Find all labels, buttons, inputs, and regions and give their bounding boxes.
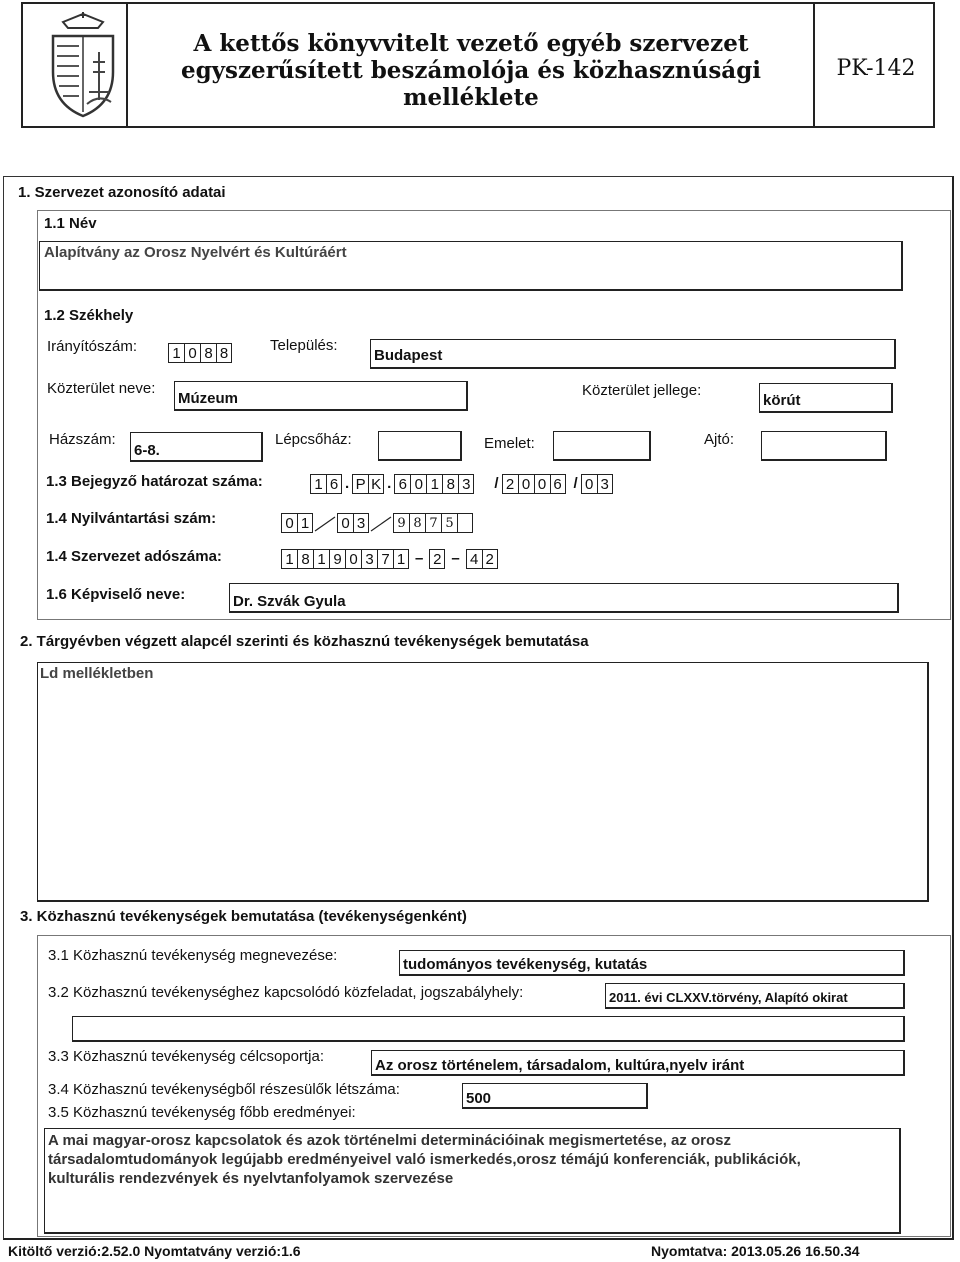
stair-label: Lépcsőház: (275, 431, 352, 448)
digit-cell: 1 (297, 513, 313, 533)
house-value: 6-8. (134, 442, 160, 459)
floor-field[interactable] (553, 431, 651, 461)
decision-dot-1: . (345, 475, 350, 492)
digit-cell: 8 (409, 513, 425, 533)
results-value: A mai magyar-orosz kapcsolatok és azok történelmi determinációinak megismertetése, az orosz társadalomtudományok legújabb eredményeivel való ismerkedés,orosz témájú konferenciák, publikációk, kulturális rendezvények és nyelvtanfolyamok szervezése (48, 1132, 801, 1187)
name-label: 1.1 Név (44, 215, 97, 232)
count-field[interactable] (462, 1083, 648, 1109)
street-type-label: Közterület jellege: (582, 382, 702, 399)
digit-cell: 1 (393, 549, 409, 569)
header-bar (21, 2, 935, 128)
rep-label: 1.6 Képviselő neve: (46, 586, 186, 603)
target-value: Az orosz történelem, társadalom, kultúra,nyelv iránt (375, 1057, 745, 1074)
seat-label: 1.2 Székhely (44, 307, 134, 324)
decision-dot-2: . (387, 475, 392, 492)
name-value: Alapítvány az Orosz Nyelvért és Kultúráért (44, 244, 347, 261)
digit-cell: 1 (313, 549, 329, 569)
decision-slash-2: / (573, 475, 578, 492)
page-title-line2: egyszerűsített beszámolója és közhasznúsági melléklete (180, 57, 762, 111)
coat-of-arms-logo (43, 12, 123, 120)
digit-cell: 2 (502, 474, 518, 494)
results-label: 3.5 Közhasznú tevékenység főbb eredményei: (48, 1104, 356, 1121)
activity-name-field[interactable] (399, 950, 905, 976)
digit-cell: 2 (429, 549, 445, 569)
digit-cell: 0 (581, 474, 597, 494)
results-field[interactable] (44, 1128, 901, 1234)
task-field-extra[interactable] (72, 1016, 905, 1042)
tax-dash-2: – (451, 550, 460, 567)
section1-title: 1. Szervezet azonosító adatai (18, 184, 226, 201)
city-label: Település: (270, 337, 338, 354)
zip-label: Irányítószám: (47, 338, 138, 355)
registry-field[interactable] (281, 512, 473, 534)
tax-dash-1: – (415, 550, 424, 567)
decision-slash-1: / (494, 475, 499, 492)
rep-field[interactable] (229, 583, 899, 613)
tax-label: 1.4 Szervezet adószáma: (46, 548, 222, 565)
name-field[interactable] (39, 241, 903, 291)
target-field[interactable] (371, 1050, 905, 1076)
digit-cell: 0 (281, 513, 297, 533)
digit-cell: 5 (441, 513, 457, 533)
digit-cell: 6 (550, 474, 566, 494)
door-label: Ajtó: (704, 431, 735, 448)
decision-field[interactable] (310, 473, 613, 495)
digit-cell: 0 (184, 343, 200, 363)
house-field[interactable] (130, 432, 263, 462)
digit-cell: 2 (482, 549, 498, 569)
digit-cell: 0 (410, 474, 426, 494)
digit-cell: 6 (394, 474, 410, 494)
target-label: 3.3 Közhasznú tevékenység célcsoportja: (48, 1048, 324, 1065)
street-type-value: körút (763, 392, 801, 409)
digit-cell: 8 (442, 474, 458, 494)
digit-cell: 3 (361, 549, 377, 569)
task-value: 2011. évi CLXXV.törvény, Alapító okirat (609, 990, 848, 1005)
digit-cell: 0 (518, 474, 534, 494)
digit-cell: 4 (466, 549, 482, 569)
footer-version: Kitöltő verzió:2.52.0 Nyomtatvány verzió:1.6 (8, 1243, 301, 1259)
task-field[interactable] (605, 983, 905, 1009)
digit-cell: 3 (353, 513, 369, 533)
page-title (131, 30, 811, 111)
stair-field[interactable] (378, 431, 462, 461)
digit-cell (457, 513, 473, 533)
count-value: 500 (466, 1090, 492, 1107)
digit-cell: 0 (345, 549, 361, 569)
tax-field[interactable] (281, 548, 498, 570)
digit-cell: 9 (393, 513, 409, 533)
section2-value: Ld mellékletben (40, 665, 154, 682)
digit-cell: 0 (534, 474, 550, 494)
page-title-line1: A kettős könyvvitelt vezető egyéb szervezet (193, 30, 749, 57)
street-field[interactable] (174, 381, 468, 411)
street-value: Múzeum (178, 390, 238, 407)
digit-cell: 3 (597, 474, 613, 494)
digit-cell: 9 (329, 549, 345, 569)
digit-cell: 8 (200, 343, 216, 363)
digit-cell: 8 (216, 343, 232, 363)
digit-cell: 6 (326, 474, 342, 494)
activity-name-label: 3.1 Közhasznú tevékenység megnevezése: (48, 947, 338, 964)
header-divider-right (813, 4, 815, 126)
digit-cell: 1 (310, 474, 326, 494)
form-code: PK-142 (836, 56, 916, 81)
digit-cell: K (368, 474, 384, 494)
digit-cell: 8 (297, 549, 313, 569)
digit-cell: 1 (426, 474, 442, 494)
registry-slash-2 (369, 513, 393, 533)
section2-field[interactable] (37, 662, 929, 902)
digit-cell: 1 (281, 549, 297, 569)
section3-title: 3. Közhasznú tevékenységek bemutatása (tevékenységenként) (20, 908, 467, 925)
digit-cell: 1 (168, 343, 184, 363)
house-label: Házszám: (49, 431, 116, 448)
digit-cell: P (352, 474, 368, 494)
rep-value: Dr. Szvák Gyula (233, 593, 346, 610)
city-field[interactable] (370, 339, 896, 369)
digit-cell: 7 (377, 549, 393, 569)
digit-cell: 3 (458, 474, 474, 494)
door-field[interactable] (761, 431, 887, 461)
footer-printed: Nyomtatva: 2013.05.26 16.50.34 (651, 1243, 860, 1259)
task-label: 3.2 Közhasznú tevékenységhez kapcsolódó közfeladat, jogszabályhely: (48, 984, 524, 1001)
section2-title: 2. Tárgyévben végzett alapcél szerinti és közhasznú tevékenységek bemutatása (20, 633, 589, 650)
decision-label: 1.3 Bejegyző határozat száma: (46, 473, 263, 490)
digit-cell: 7 (425, 513, 441, 533)
street-type-field[interactable] (759, 383, 893, 413)
street-label: Közterület neve: (47, 380, 156, 397)
zip-field[interactable] (168, 342, 232, 364)
registry-label: 1.4 Nyilvántartási szám: (46, 510, 217, 527)
floor-label: Emelet: (484, 435, 535, 452)
activity-name-value: tudományos tevékenység, kutatás (403, 956, 648, 973)
registry-slash-1 (313, 513, 337, 533)
count-label: 3.4 Közhasznú tevékenységből részesülők létszáma: (48, 1081, 400, 1098)
header-divider-left (126, 4, 128, 126)
city-value: Budapest (374, 347, 443, 364)
digit-cell: 0 (337, 513, 353, 533)
